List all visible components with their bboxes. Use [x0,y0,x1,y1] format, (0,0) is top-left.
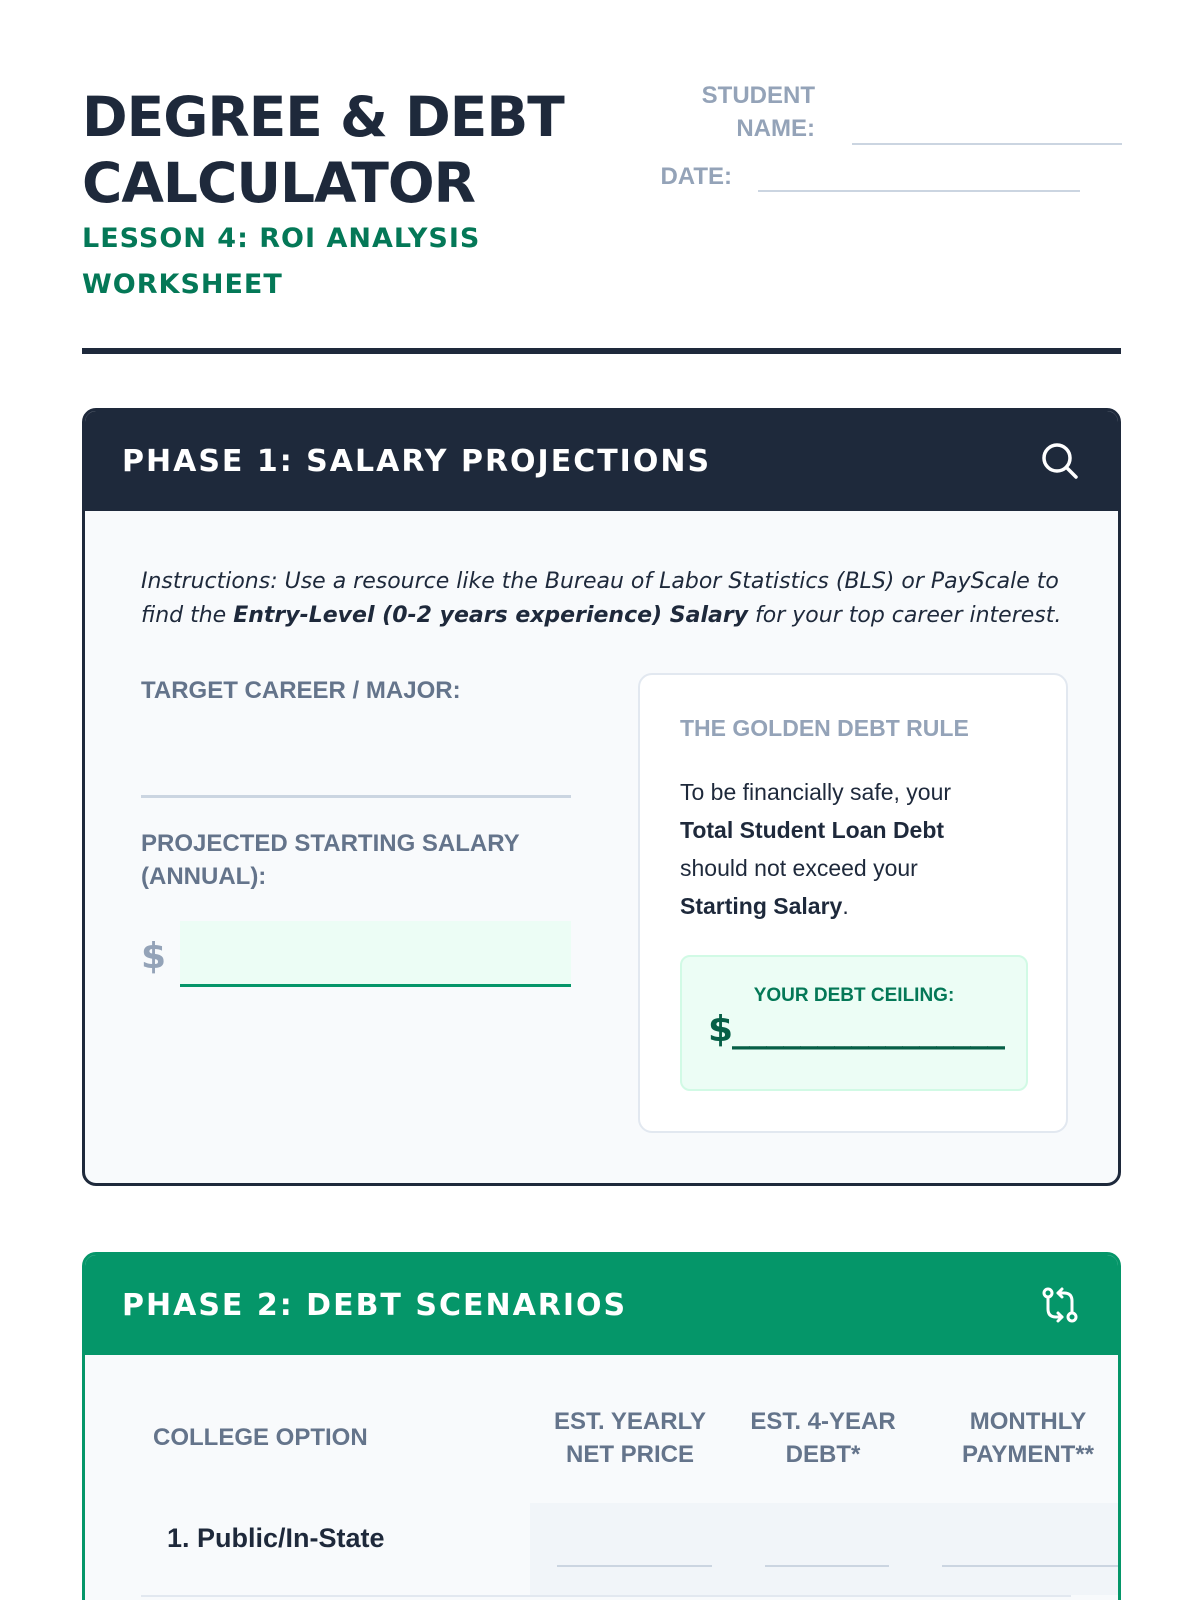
title-line-1: DEGREE & DEBT [82,85,564,149]
search-icon [1040,441,1080,481]
table-row-band [530,1503,1121,1595]
col-yearly-net-price: EST. YEARLY NET PRICE [553,1408,707,1468]
phase-1-instructions: Instructions: Use a resource like the Bureau of Labor Statistics (BLS) or PayScale to find the Entry-Level (0-2 years experience) Salary for your top career interest. [141,569,1062,628]
col-four-year-debt: EST. 4-YEAR DEBT* [750,1408,896,1468]
phase-2-title: PHASE 2: DEBT SCENARIOS [122,1287,628,1323]
monthly-payment-field[interactable] [942,1565,1121,1567]
lesson-subtitle: LESSON 4: ROI ANALYSIS WORKSHEET [82,223,481,300]
date-label: DATE: [660,163,732,190]
student-name-label: STUDENT NAME: [701,82,815,142]
phase-2-card [82,1252,1121,1600]
col-monthly-payment: MONTHLY PAYMENT** [961,1408,1095,1468]
target-career-field[interactable] [141,795,571,798]
debt-ceiling-box [680,955,1028,1091]
starting-salary-input[interactable] [180,921,571,987]
student-name-field[interactable] [852,143,1122,145]
golden-rule-title: THE GOLDEN DEBT RULE [680,715,969,741]
phase-1-header [85,411,1118,511]
col-college-option: COLLEGE OPTION [153,1424,368,1451]
title-line-2: CALCULATOR [82,151,475,215]
table-row-divider [141,1595,1071,1597]
debt-ceiling-label: YOUR DEBT CEILING: [753,985,955,1006]
debt-ceiling-field[interactable]: $________________ [708,1009,1005,1050]
four-year-debt-field[interactable] [765,1565,889,1567]
yearly-net-price-field[interactable] [557,1565,712,1567]
golden-rule-text: To be financially safe, your Total Student Loan Debt should not exceed your Starting Salary. [680,779,952,919]
starting-salary-label: PROJECTED STARTING SALARY (ANNUAL): [141,830,520,890]
golden-debt-rule-box [638,673,1068,1133]
target-career-label: TARGET CAREER / MAJOR: [141,677,461,704]
phase-1-title: PHASE 1: SALARY PROJECTIONS [122,443,712,479]
phase-2-header [85,1255,1118,1355]
date-field[interactable] [758,190,1080,192]
header-divider [82,348,1121,354]
row-label-public-in-state: 1. Public/In-State [167,1523,385,1553]
worksheet-title [82,84,564,216]
phase-1-card [82,408,1121,1186]
salary-currency-symbol: $ [141,936,167,977]
compare-arrows-icon [1040,1285,1080,1325]
